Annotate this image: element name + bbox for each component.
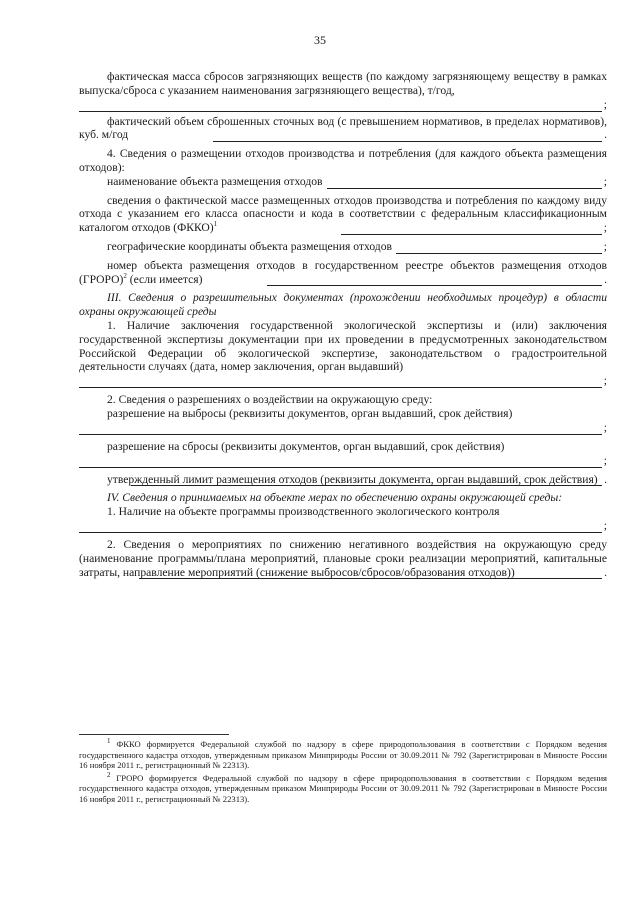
emissions-permit-field: разрешение на выбросы (реквизиты документов, орган выдавший, срок действия) — [107, 406, 513, 420]
permits-heading: 2. Сведения о разрешениях о воздействии на окружающую среду: — [107, 393, 433, 407]
mass-emissions-field: фактическая масса сбросов загрязняющих веществ (по каждому загрязняющему веществу в рамках выпуска/сброса с указанием наименования загрязняющего вещества), т/год, — [79, 70, 607, 97]
mass-emissions-blank: ; — [79, 98, 607, 112]
expertise-conclusion-field: 1. Наличие заключения государственной экологической экспертизы и (или) заключения государственной экспертизы документации при их проведении в предусмотренных законодательством Российской Федерации об экологической экспертизе, законодательством о градостроительной деятельности случаях (дата, номер заключения, орган выдавший) — [79, 318, 607, 374]
impact-reduction-measures-blank: . — [139, 565, 607, 579]
waste-limit-blank: . — [131, 472, 607, 486]
expertise-conclusion-blank: ; — [79, 374, 607, 388]
footnotes — [79, 734, 607, 807]
footnote-1: $^1$ ФККО формируется Федеральной службой по надзору в сфере природопользования в соответствии с Порядком ведения государственного кадастра отходов, утвержденным приказом Минприроды России от 30.09.2011 № 792 (Зарегистрирован в Минюсте России 16 ноября 2011 г., регистрационный № 22313). — [79, 737, 607, 771]
emissions-permit-blank: ; — [79, 421, 607, 435]
eco-control-program-field: 1. Наличие на объекте программы производственного экологического контроля — [107, 505, 500, 519]
actual-waste-mass-blank: ; — [341, 221, 607, 235]
actual-waste-mass-field: сведения о фактической массе размещенных отходов производства и потребления по каждому виду отхода с указанием его класса опасности и кода в соответствии с федеральным классификационным каталогом отходов (ФККО)$^1$ — [79, 193, 607, 235]
wastewater-field: фактический объем сброшенных сточных вод (с превышением нормативов, в пределах нормативов), куб. м/год — [79, 114, 607, 142]
coordinates-field: географические координаты объекта размещения отходов ; — [107, 239, 607, 253]
page-number: 35 — [314, 33, 326, 47]
groro-number-field: номер объекта размещения отходов в государственном реестре объектов размещения отходов (ГРОРО)$^2$ (если имеется) — [79, 258, 607, 286]
discharge-permit-field: разрешение на сбросы (реквизиты документов, орган выдавший, срок действия) — [107, 439, 505, 453]
groro-number-blank: . — [267, 272, 607, 286]
waste-limit-field: утвержденный лимит размещения отходов (реквизиты документа, орган выдавший, срок действия) — [107, 472, 598, 486]
impact-reduction-measures-field: 2. Сведения о мероприятиях по снижению негативного воздействия на окружающую среду (наименование программы/плана мероприятий, плановые сроки реализации мероприятий, капитальные затраты, направление мероприятий (снижение выбросов/сбросов/образования отходов)) — [79, 537, 607, 579]
eco-control-program-blank: ; — [79, 519, 607, 533]
section-4-heading: 4. Сведения о размещении отходов производства и потребления (для каждого объекта размещения отходов): — [79, 147, 607, 174]
wastewater-blank: . — [213, 128, 607, 142]
section-III-heading: III. Сведения о разрешительных документах (прохождении необходимых процедур) в области охраны окружающей среды — [79, 291, 607, 319]
discharge-permit-blank: ; — [79, 454, 607, 468]
waste-object-name-field: наименование объекта размещения отходов ; — [107, 174, 607, 188]
footnote-2: $^2$ ГРОРО формируется Федеральной службой по надзору в сфере природопользования в соответствии с Порядком ведения государственного кадастра отходов, утвержденным приказом Минприроды России от 30.09.2011 № 792 (Зарегистрирован в Минюсте России 16 ноября 2011 г., регистрационный № 22313). — [79, 770, 607, 804]
document-body — [79, 70, 607, 579]
footnote-divider — [79, 734, 229, 735]
section-IV-heading: IV. Сведения о принимаемых на объекте мерах по обеспечению охраны окружающей среды: — [107, 491, 563, 505]
